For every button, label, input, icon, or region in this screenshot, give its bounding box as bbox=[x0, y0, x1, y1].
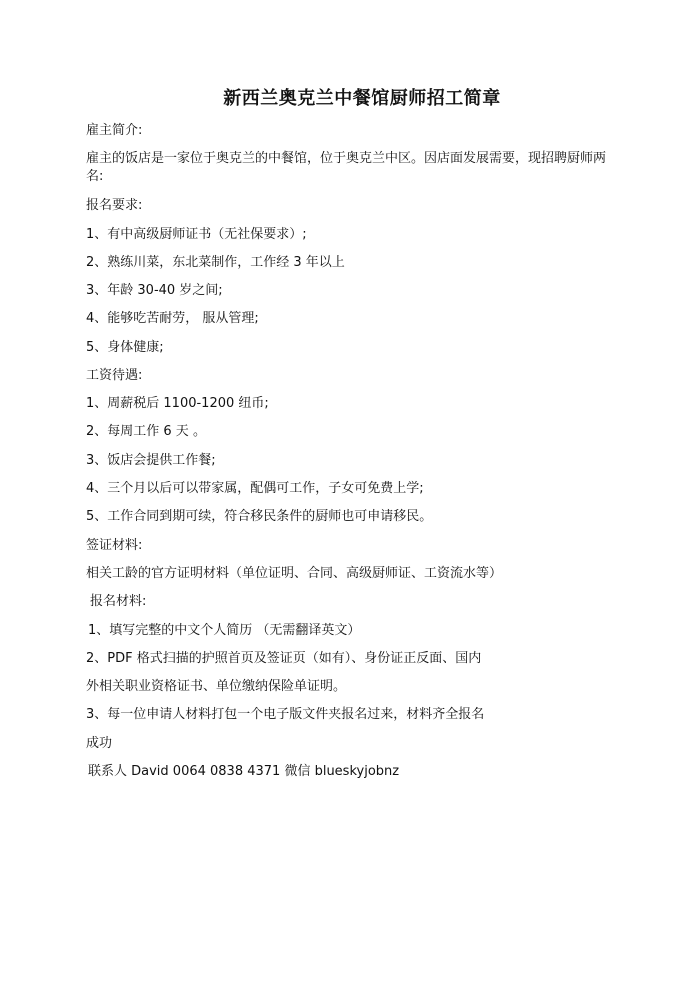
application-item: 1、填写完整的中文个人简历 （无需翻译英文） bbox=[88, 623, 361, 638]
application-item-continued: 外相关职业资格证书、单位缴纳保险单证明。 bbox=[86, 679, 347, 694]
requirement-item: 5、身体健康; bbox=[86, 340, 164, 355]
salary-item: 3、饭店会提供工作餐; bbox=[86, 453, 216, 468]
salary-item: 5、工作合同到期可续，符合移民条件的厨师也可申请移民。 bbox=[86, 509, 433, 524]
visa-description: 相关工龄的官方证明材料（单位证明、合同、高级厨师证、工资流水等） bbox=[86, 566, 503, 581]
page-title: 新西兰奥克兰中餐馆厨师招工简章 bbox=[223, 88, 501, 109]
visa-heading: 签证材料: bbox=[86, 538, 143, 553]
requirement-item: 2、熟练川菜，东北菜制作，工作经 3 年以上 bbox=[86, 255, 345, 270]
application-item-continued: 成功 bbox=[86, 736, 113, 751]
requirement-item: 3、年龄 30-40 岁之间; bbox=[86, 283, 223, 298]
employer-description: 雇主的饭店是一家位于奥克兰的中餐馆，位于奥克兰中区。因店面发展需要，现招聘厨师两名: bbox=[86, 151, 607, 184]
salary-item: 4、三个月以后可以带家属，配偶可工作，子女可免费上学; bbox=[86, 481, 424, 496]
salary-item: 1、周薪税后 1100-1200 纽币; bbox=[86, 396, 269, 411]
application-item: 3、每一位申请人材料打包一个电子版文件夹报名过来，材料齐全报名 bbox=[86, 707, 485, 722]
requirement-item: 1、有中高级厨师证书（无社保要求）; bbox=[86, 227, 307, 242]
salary-heading: 工资待遇: bbox=[86, 368, 143, 383]
contact-info: 联系人 David 0064 0838 4371 微信 blueskyjobnz bbox=[88, 764, 400, 779]
application-heading: 报名材料: bbox=[90, 594, 147, 609]
employer-heading: 雇主简介: bbox=[86, 123, 143, 138]
requirement-item: 4、能够吃苦耐劳， 服从管理; bbox=[86, 311, 259, 326]
application-item: 2、PDF 格式扫描的护照首页及签证页（如有）、身份证正反面、国内 bbox=[86, 651, 482, 666]
requirements-heading: 报名要求: bbox=[86, 198, 143, 213]
salary-item: 2、每周工作 6 天 。 bbox=[86, 424, 206, 439]
